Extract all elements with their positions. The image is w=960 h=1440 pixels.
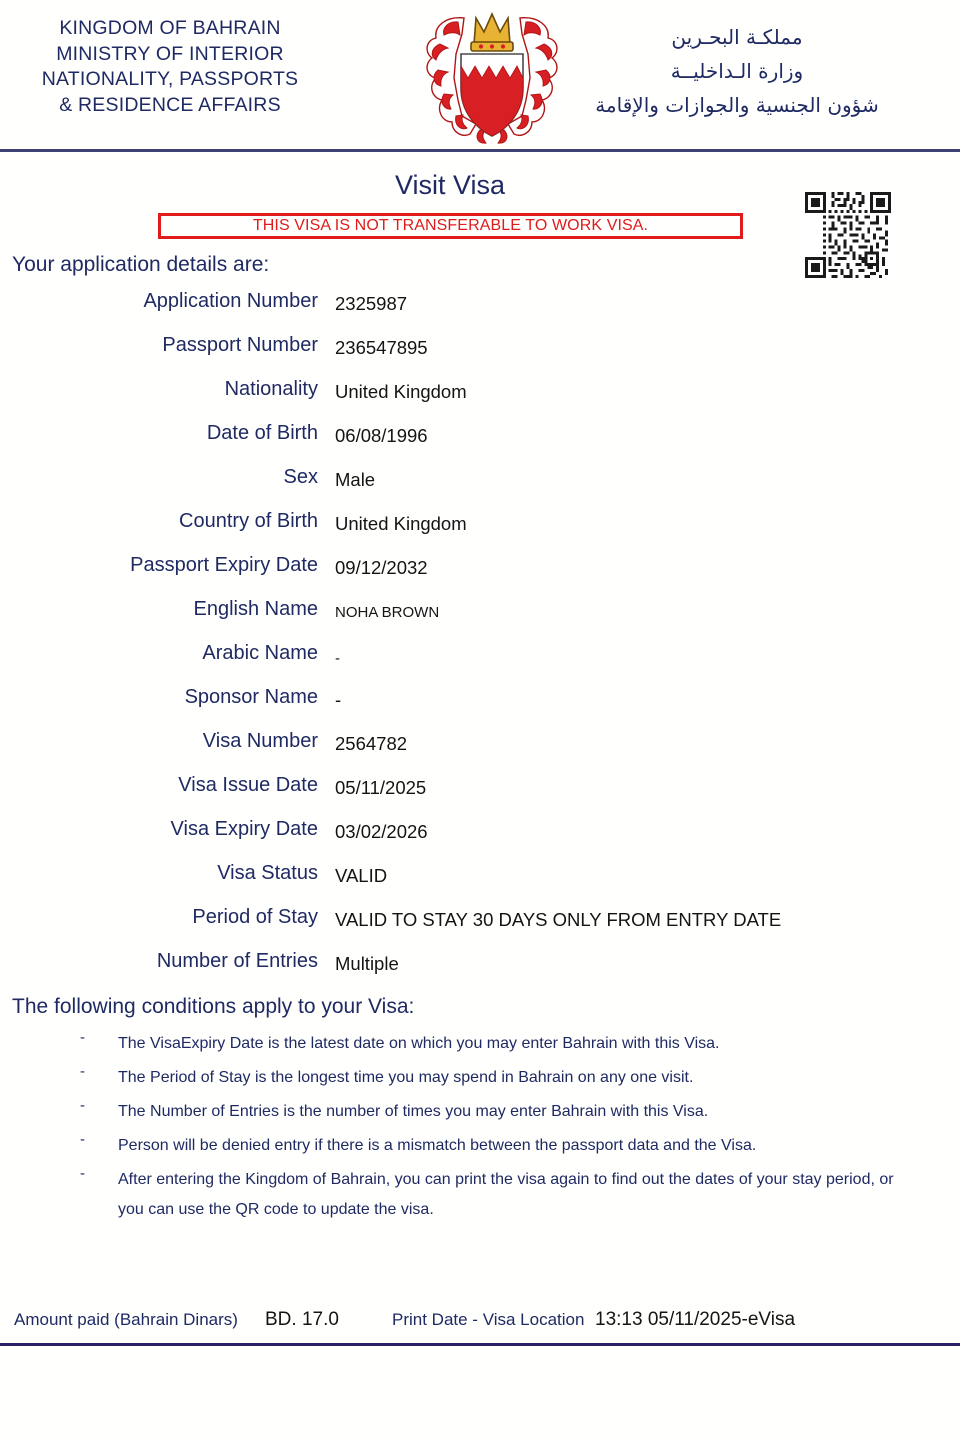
conditions-list	[0, 1029, 960, 1231]
field-value: VALID	[335, 865, 388, 886]
condition-item	[0, 1131, 960, 1153]
field-row-sex	[0, 464, 960, 508]
header-divider	[0, 149, 960, 152]
header-english-block	[20, 16, 320, 118]
field-row-nationality	[0, 376, 960, 420]
bullet-marker: -	[80, 1131, 85, 1148]
field-row-visa-issue-date	[0, 772, 960, 816]
condition-item	[0, 1097, 960, 1119]
field-label: Period of Stay	[192, 906, 318, 928]
intro-text: Your application details are:	[12, 253, 270, 276]
field-value: 2564782	[335, 733, 408, 754]
field-label: Sex	[283, 466, 318, 488]
header-arabic-line-2: وزارة الـداخليــة	[670, 59, 804, 83]
condition-item	[0, 1063, 960, 1085]
bahrain-coat-of-arms-icon	[418, 4, 566, 144]
field-row-english-name	[0, 596, 960, 640]
warning-banner	[158, 213, 743, 239]
bullet-marker: -	[80, 1063, 85, 1080]
field-label: Visa Status	[217, 862, 318, 884]
header-english-line-1: KINGDOM OF BAHRAIN	[59, 17, 281, 39]
field-value: 236547895	[335, 337, 428, 358]
field-row-application-number	[0, 288, 960, 332]
field-row-date-of-birth	[0, 420, 960, 464]
field-row-passport-number	[0, 332, 960, 376]
field-row-visa-expiry-date	[0, 816, 960, 860]
amount-paid-label: Amount paid (Bahrain Dinars)	[14, 1310, 238, 1329]
field-row-arabic-name	[0, 640, 960, 684]
field-row-country-of-birth	[0, 508, 960, 552]
field-label: Nationality	[224, 378, 318, 400]
condition-text: After entering the Kingdom of Bahrain, you can print the visa again to find out the dates of your stay period, or you can use the QR code to update the visa.	[118, 1171, 894, 1218]
field-label: Passport Number	[162, 334, 318, 356]
header-english-line-4: & RESIDENCE AFFAIRS	[59, 93, 281, 116]
field-label: Passport Expiry Date	[130, 554, 318, 576]
field-row-visa-status	[0, 860, 960, 904]
field-row-sponsor-name	[0, 684, 960, 728]
field-label: Application Number	[143, 290, 318, 312]
field-value: VALID TO STAY 30 DAYS ONLY FROM ENTRY DATE	[335, 909, 782, 930]
amount-paid-value: BD. 17.0	[265, 1309, 339, 1330]
footer-divider	[0, 1343, 960, 1346]
qr-code[interactable]	[805, 192, 891, 278]
bullet-marker: -	[80, 1029, 85, 1046]
field-value: 06/08/1996	[335, 425, 428, 446]
application-details-list	[0, 288, 960, 992]
field-row-period-of-stay	[0, 904, 960, 948]
field-label: Date of Birth	[206, 422, 318, 444]
field-label: Visa Expiry Date	[170, 818, 318, 840]
field-value: Male	[335, 469, 376, 490]
field-value: 05/11/2025	[335, 777, 427, 798]
bullet-marker: -	[80, 1097, 85, 1114]
field-row-visa-number	[0, 728, 960, 772]
bullet-marker: -	[80, 1165, 85, 1182]
print-date-location-value: 13:13 05/11/2025-eVisa	[595, 1309, 796, 1330]
condition-text: Person will be denied entry if there is a mismatch between the passport data and the Visa.	[118, 1137, 757, 1154]
header-english-line-2: MINISTRY OF INTERIOR	[56, 42, 284, 65]
field-label: Arabic Name	[202, 642, 318, 664]
field-value: 09/12/2032	[335, 557, 428, 578]
field-label: Visa Number	[202, 730, 318, 752]
condition-text: The Number of Entries is the number of times you may enter Bahrain with this Visa.	[118, 1103, 709, 1120]
field-label: English Name	[193, 598, 318, 620]
print-date-location-label: Print Date - Visa Location	[392, 1310, 585, 1329]
condition-text: The VisaExpiry Date is the latest date on which you may enter Bahrain with this Visa.	[118, 1035, 720, 1052]
conditions-title: The following conditions apply to your Visa:	[12, 995, 415, 1018]
header-arabic-line-1: مملكـة البحـرين	[671, 25, 803, 49]
header-arabic-line-3: شؤون الجنسية والجوازات والإقامة	[595, 93, 879, 117]
field-value: 2325987	[335, 293, 408, 314]
field-label: Country of Birth	[179, 510, 318, 532]
warning-text: THIS VISA IS NOT TRANSFERABLE TO WORK VISA.	[252, 217, 649, 234]
field-label: Sponsor Name	[184, 686, 318, 708]
field-value: 03/02/2026	[335, 821, 428, 842]
field-value: -	[335, 650, 340, 667]
field-value: Multiple	[335, 953, 399, 974]
condition-item	[0, 1165, 960, 1219]
condition-item	[0, 1029, 960, 1051]
field-row-number-of-entries	[0, 948, 960, 992]
field-value: United Kingdom	[335, 381, 467, 402]
page-title: Visit Visa	[394, 170, 506, 200]
field-value: United Kingdom	[335, 513, 467, 534]
field-row-passport-expiry-date	[0, 552, 960, 596]
condition-text: The Period of Stay is the longest time you may spend in Bahrain on any one visit.	[118, 1069, 694, 1086]
header-english-line-3: NATIONALITY, PASSPORTS	[41, 68, 299, 90]
document-header	[0, 0, 960, 150]
field-value: NOHA BROWN	[335, 604, 440, 621]
field-label: Visa Issue Date	[178, 774, 318, 796]
field-label: Number of Entries	[156, 950, 318, 972]
field-value: -	[335, 689, 342, 710]
header-arabic-block	[572, 20, 902, 122]
document-footer	[0, 1310, 960, 1340]
